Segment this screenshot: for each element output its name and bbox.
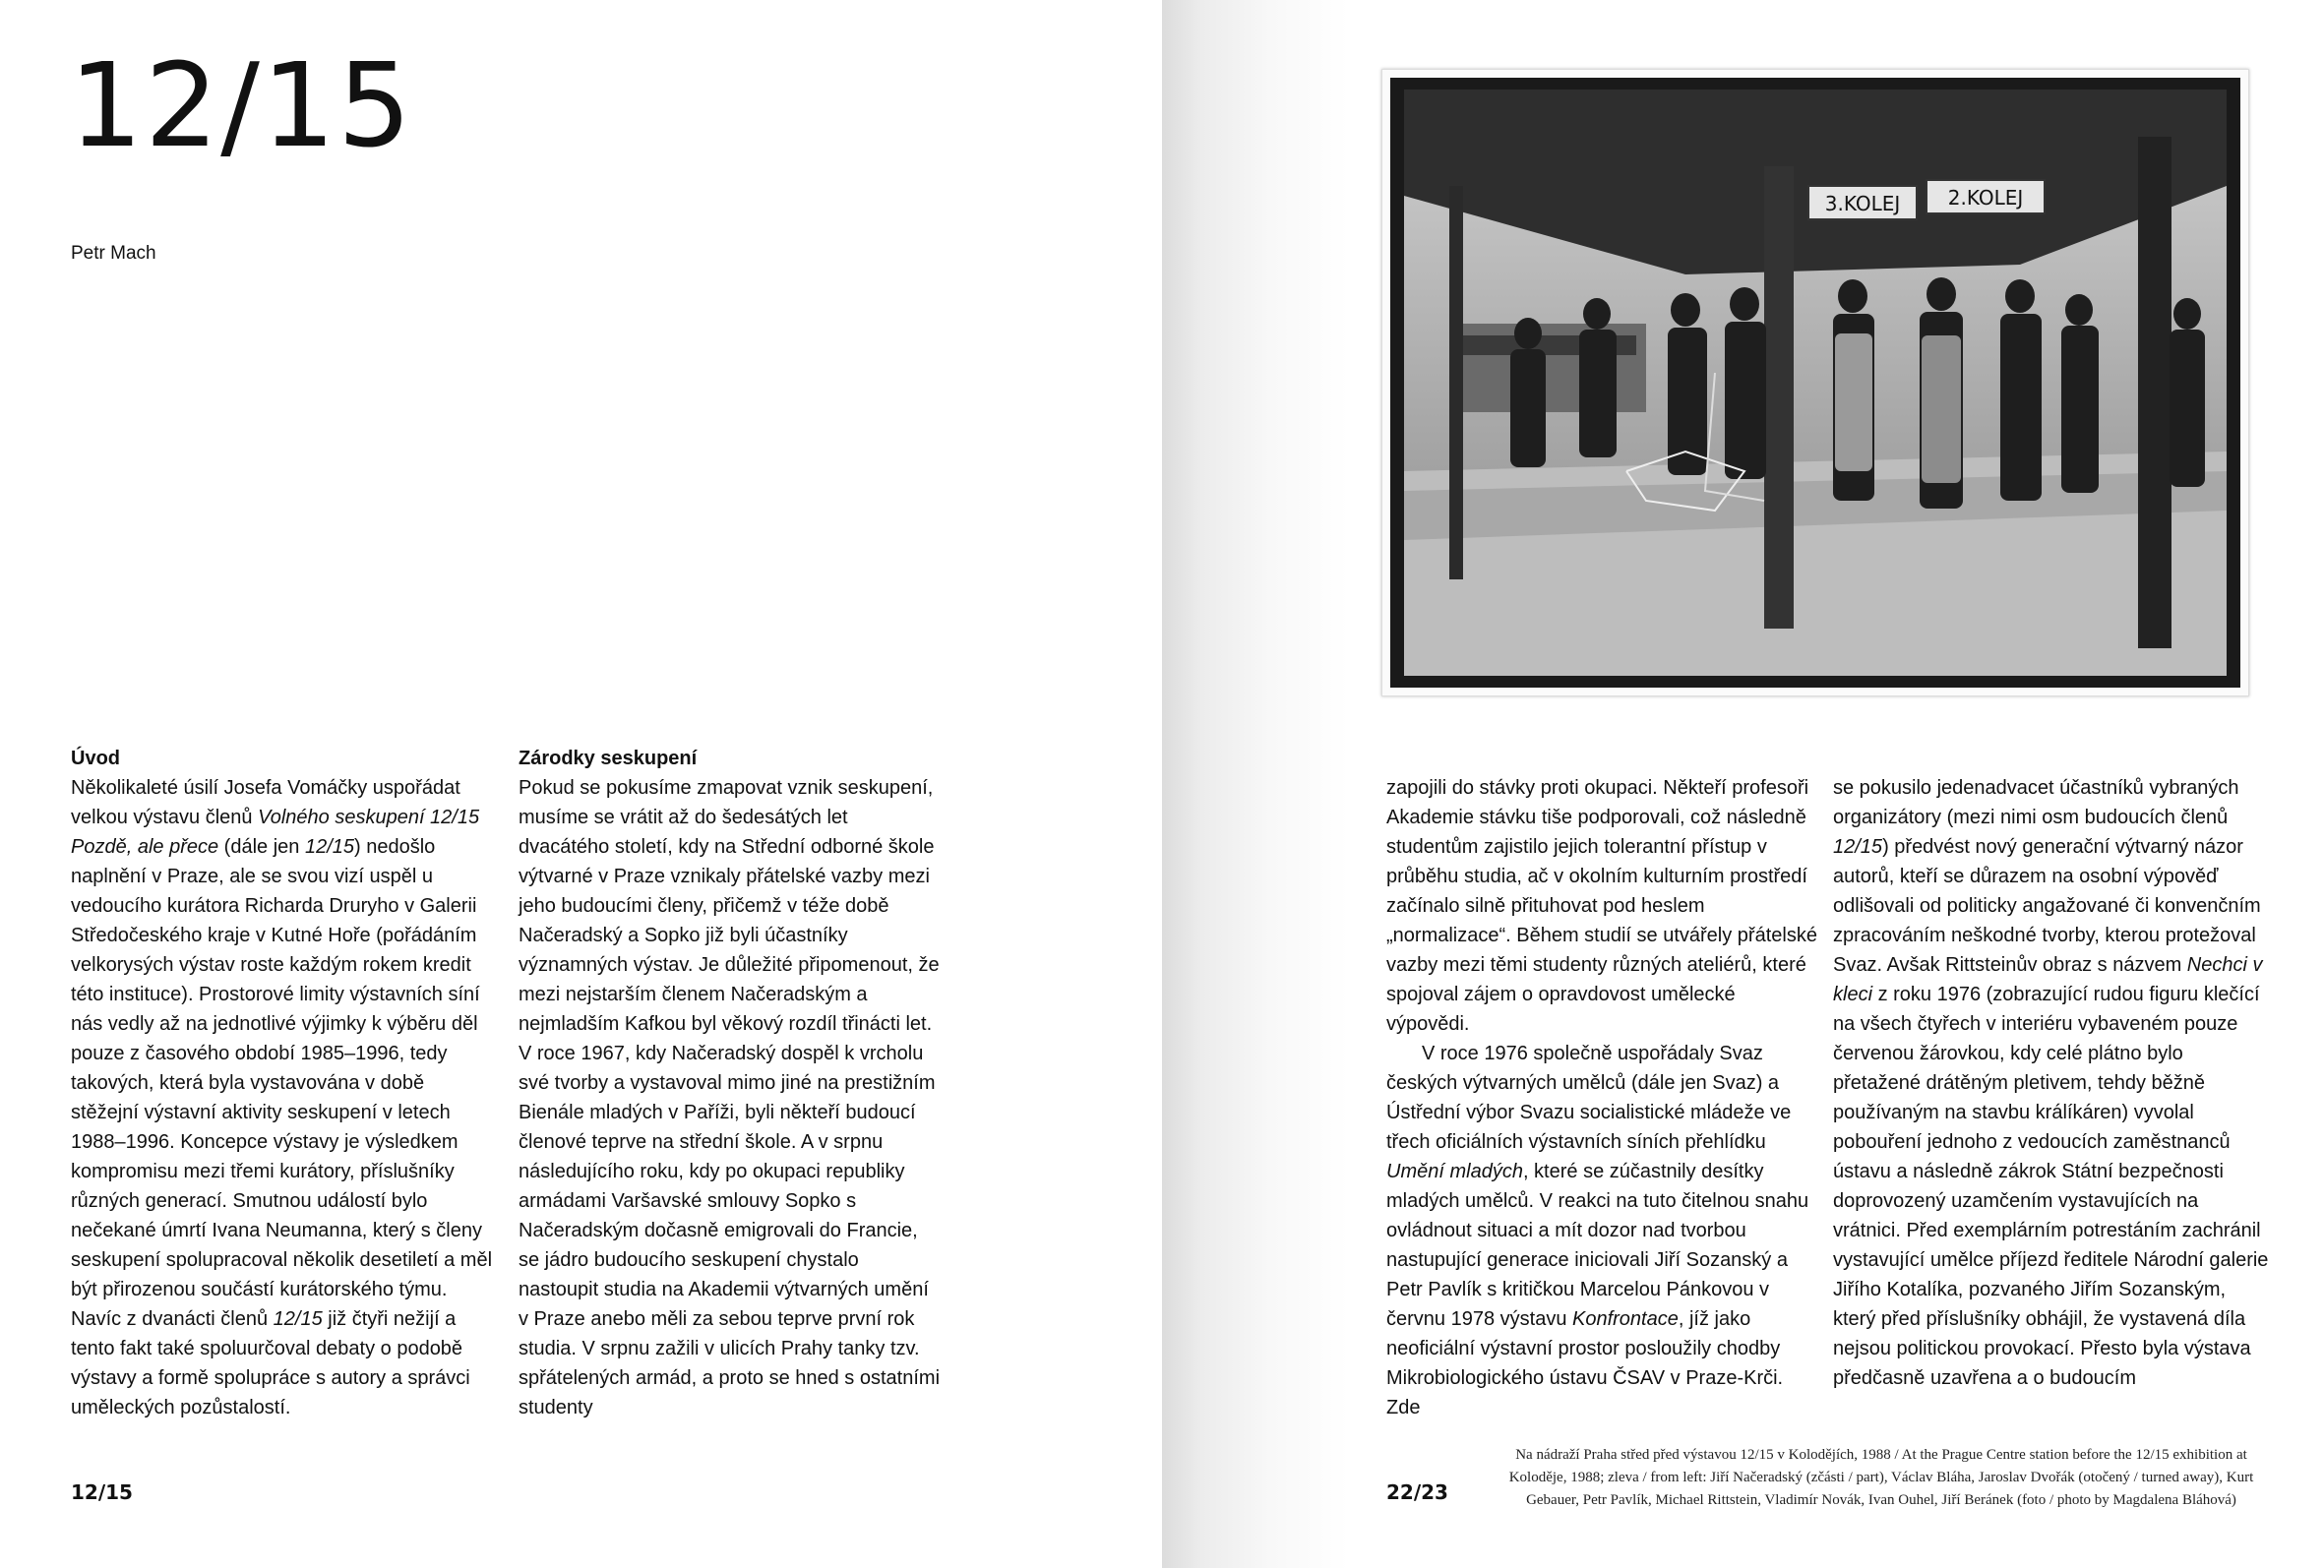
text-run: (dále jen xyxy=(218,836,305,858)
italic-text: 12/15 xyxy=(273,1308,323,1330)
section-heading-origins: Zárodky seskupení xyxy=(519,748,698,769)
text-run: ) předvést nový generační výtvarný názor autorů, kteří se důrazem na osobní výpověď odlišovali od politicky angažované či konvenčním zpracováním neškodné tvorby, kterou protežoval Svaz. Avšak Rittsteinův obraz s názvem xyxy=(1833,836,2261,976)
text-run: se pokusilo jedenadvacet účastníků vybraných organizátory (mezi nimi osm budoucích členů xyxy=(1833,777,2239,828)
sign-track-3: 3.KOLEJ xyxy=(1824,192,1901,215)
text-run: Pokud se pokusíme zmapovat vznik seskupení, musíme se vrátit až do šedesátých let dvacátého století, kdy na Střední odborné škole výtvarné v Praze vznikaly přátelské vazby mezi jeho budoucími členy, přičemž v téže době Načeradský a Sopko již byli účastníky významných výstav. Je důležité připomenout, že mezi nejstarším členem Načeradským a nejmladším Kafkou byl věkový rozdíl třinácti let. V roce 1967, kdy Načeradský dospěl k vrcholu své tvorby a vystavoval mimo jiné na prestižním Bienále mladých v Paříži, byli někteří budoucí členové teprve na střední škole. A v srpnu následujícího roku, kdy po okupaci republiky armádami Varšavské smlouvy Sopko s Načeradským dočasně emigrovali do Francie, se jádro budoucího seskupení chystalo nastoupit studia na Akademii výtvarných umění v Praze anebo měli za sebou teprve první rok studia. V srpnu zažili v ulicích Prahy tanky tzv. spřátelených armád, a proto se hned s ostatními studenty xyxy=(519,777,941,1418)
page-title: 12/15 xyxy=(69,37,414,173)
paragraph-intro xyxy=(71,773,494,1422)
paragraph-konfrontace xyxy=(1833,773,2271,1393)
text-run: ) nedošlo naplnění v Praze, ale se svou vizí uspěl u vedoucího kurátora Richarda Druryho v Galerii Středočeského kraje v Kutné Hoře (pořádáním velkorysých výstav roste každým rokem kredit této instituce). Prostorové limity výstavních síní nás vedly až na jednotlivé výjimky k výběru děl pouze z časového období 1985–1996, tedy takových, která byla vystavována v době stěžejní výstavní aktivity seskupení v letech 1988–1996. Koncepce výstavy je výsledkem kompromisu mezi třemi kurátory, příslušníky různých generací. Smutnou událostí bylo nečekané úmrtí Ivana Neumanna, který s členy seskupení spolupracoval několik desetiletí a měl být přirozenou součástí kurátorského týmu. Navíc z dvanácti členů xyxy=(71,836,493,1330)
italic-text: 12/15 xyxy=(304,836,355,858)
text-run: zapojili do stávky proti okupaci. Někteří profesoři Akademie stávku tiše podporovali, což následně studentům zajistilo jejich tolerantní přístup v průběhu studia, ač v okolním kulturním prostředí začínalo silně přituhovat pod heslem „normalizace“. Během studií se utvářely přátelské vazby mezi těmi studenty různých ateliérů, které spojoval zájem o opravdovost umělecké výpovědi. xyxy=(1386,777,1817,1035)
italic-text: 12/15 xyxy=(1833,836,1883,858)
italic-text: Umění mladých xyxy=(1386,1161,1523,1182)
text-run: již čtyři nežijí a tento fakt také spoluurčoval debaty o podobě výstavy a formě spolupráce s autory a správci uměleckých pozůstalostí. xyxy=(71,1308,470,1418)
photo-station-platform-icon xyxy=(1390,78,2240,688)
photo-caption: Na nádraží Praha střed před výstavou 12/15 v Kolodějích, 1988 / At the Prague Centre station before the 12/15 exhibition at Koloděje, 1988; zleva / from left: Jiří Načeradský (zčásti / part), Václav Bláha, Jaroslav Dvořák (otočený / turned away), Kurt Gebauer, Petr Pavlík, Michael Rittstein, Vladimír Novák, Ivan Ouhel, Jiří Beránek (foto / photo by Magdalena Bláhová) xyxy=(1508,1447,2254,1508)
text-run: , které se zúčastnily desítky mladých umělců. V reakci na tuto čitelnou snahu ovládnout situaci a mít dozor nad tvorbou nastupující generace iniciovali Jiří Sozanský a Petr Pavlík s kritičkou Marcelou Pánkovou v červnu 1978 výstavu xyxy=(1386,1161,1809,1330)
column-intro xyxy=(71,744,494,1422)
paragraph-origins xyxy=(519,773,942,1422)
italic-text: Konfrontace xyxy=(1572,1308,1679,1330)
paragraph-1976 xyxy=(1386,1039,1817,1422)
paragraph-strike xyxy=(1386,773,1817,1039)
text-run: , jíž jako neoficiální výstavní prostor posloužily chodby Mikrobiologického ústavu ČSAV v Praze-Krči. Zde xyxy=(1386,1308,1784,1418)
column-konfrontace xyxy=(1833,773,2271,1393)
station-photo xyxy=(1381,69,2249,696)
author-name: Petr Mach xyxy=(71,243,156,264)
column-origins xyxy=(519,744,942,1422)
column-strike xyxy=(1386,773,1817,1422)
text-run: V roce 1976 společně uspořádaly Svaz českých výtvarných umělců (dále jen Svaz) a Ústřední výbor Svazu socialistické mládeže ve třech oficiálních výstavních síních přehlídku xyxy=(1386,1043,1792,1153)
sign-track-2: 2.KOLEJ xyxy=(1947,186,2024,210)
italic-text: Nechci v kleci xyxy=(1833,954,2263,1005)
text-run: Několikaleté úsilí Josefa Vomáčky uspořádat velkou výstavu členů xyxy=(71,777,460,828)
page-number-left: 12/15 xyxy=(71,1480,133,1504)
text-run: z roku 1976 (zobrazující rudou figuru klečící na všech čtyřech v interiéru vybaveném pouze červenou žárovkou, kdy celé plátno bylo přetažené drátěným pletivem, tehdy běžně používaným na stavbu králíkáren) vyvolal pobouření jednoho z vedoucích zaměstnanců ústavu a následně zákrok Státní bezpečnosti doprovozený uzamčením vystavujících na vrátnici. Před exemplárním potrestáním zachránil vystavující umělce příjezd ředitele Národní galerie Jiřího Kotalíka, pozvaného Jiřím Sozanským, který před příslušníky obhájil, že vystavená díla nejsou politickou provokací. Přesto byla výstava předčasně uzavřena a o budoucím xyxy=(1833,984,2269,1389)
italic-text: Volného seskupení 12/15 Pozdě, ale přece xyxy=(71,807,480,858)
page-number-right: 22/23 xyxy=(1386,1480,1448,1504)
section-heading-intro: Úvod xyxy=(71,748,120,769)
